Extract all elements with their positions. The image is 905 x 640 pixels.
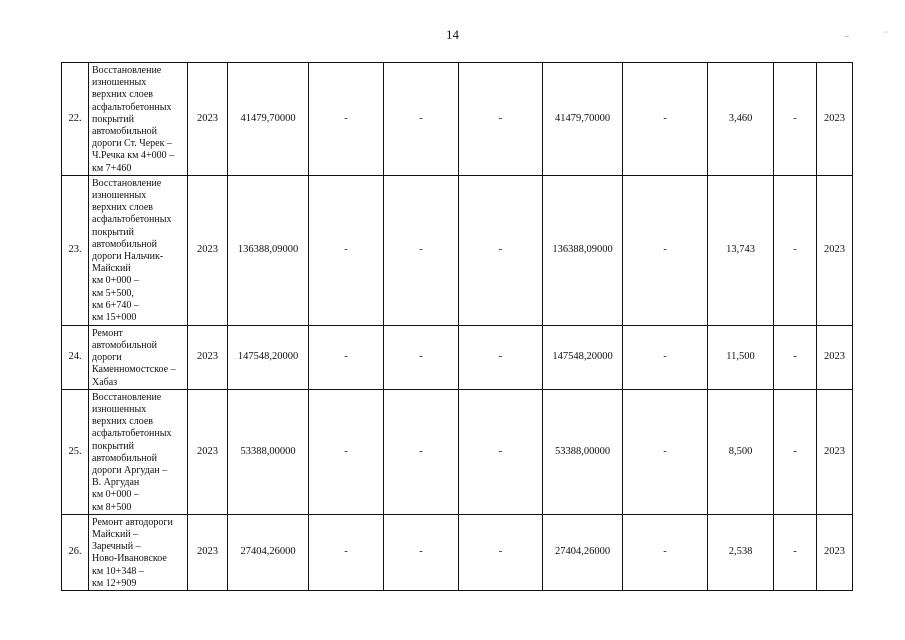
cell-value: - bbox=[663, 445, 667, 457]
funding-col-5 bbox=[384, 175, 459, 325]
object-name-line: верхних слоев bbox=[92, 89, 154, 101]
cell-value: 22. bbox=[68, 112, 82, 124]
table-row bbox=[62, 63, 853, 176]
cell-value: - bbox=[793, 445, 797, 457]
object-name-cell bbox=[89, 325, 188, 389]
cell-value: 26. bbox=[68, 546, 82, 558]
funding-col-5 bbox=[384, 325, 459, 389]
object-name-line: Ч.Речка км 4+000 – bbox=[92, 150, 175, 162]
cell-value: 11,500 bbox=[726, 351, 755, 363]
object-name-cell bbox=[89, 514, 188, 590]
road-length-km bbox=[708, 63, 774, 176]
funding-col-8 bbox=[623, 63, 708, 176]
cell-value: - bbox=[419, 351, 423, 363]
row-number bbox=[62, 514, 89, 590]
cell-value: 147548,20000 bbox=[237, 351, 299, 363]
cell-value: - bbox=[419, 112, 423, 124]
road-length-km bbox=[708, 514, 774, 590]
cell-value: 3,460 bbox=[728, 112, 753, 124]
total-cost bbox=[228, 514, 309, 590]
cell-value: - bbox=[793, 112, 797, 124]
cell-value: 147548,20000 bbox=[552, 351, 613, 363]
cell-value: 24. bbox=[68, 351, 82, 363]
cell-value: 2023 bbox=[197, 445, 218, 457]
object-name-line: автомобильной bbox=[92, 126, 157, 138]
object-name-line: км 0+000 – bbox=[92, 489, 139, 501]
funding-col-6 bbox=[459, 389, 543, 514]
completion-year bbox=[817, 175, 853, 325]
start-year bbox=[188, 175, 228, 325]
funding-amount bbox=[543, 63, 623, 176]
cell-value: 23. bbox=[68, 244, 82, 256]
cell-value: 25. bbox=[68, 445, 82, 457]
cell-value: 2023 bbox=[824, 546, 845, 558]
table-row bbox=[62, 514, 853, 590]
object-name-line: км 8+500 bbox=[92, 501, 132, 513]
funding-col-6 bbox=[459, 325, 543, 389]
cell-value: - bbox=[344, 351, 348, 363]
object-name-line: Восстановление bbox=[92, 65, 162, 76]
road-length-km bbox=[708, 389, 774, 514]
funding-col-8 bbox=[623, 389, 708, 514]
funding-col-6 bbox=[459, 514, 543, 590]
total-cost bbox=[228, 63, 309, 176]
cell-value: - bbox=[419, 244, 423, 256]
funding-col-10 bbox=[774, 325, 817, 389]
cell-value: - bbox=[793, 546, 797, 558]
cell-value: - bbox=[498, 112, 503, 124]
road-length-km bbox=[708, 325, 774, 389]
completion-year bbox=[817, 389, 853, 514]
table-row bbox=[62, 325, 853, 389]
start-year bbox=[188, 63, 228, 176]
total-cost bbox=[228, 389, 309, 514]
object-name-line: В. Аргудан bbox=[92, 477, 140, 489]
cell-value: 2023 bbox=[824, 445, 845, 457]
cell-value: - bbox=[793, 244, 797, 256]
object-name-line: изношенных bbox=[92, 190, 147, 202]
cell-value: 2023 bbox=[197, 244, 218, 256]
object-name-line: автомобильной bbox=[92, 238, 157, 250]
cell-value: - bbox=[793, 351, 797, 363]
object-name-line: покрытий bbox=[92, 113, 135, 125]
cell-value: - bbox=[663, 112, 667, 124]
object-name-line: км 12+909 bbox=[92, 577, 137, 589]
row-number bbox=[62, 175, 89, 325]
cell-value: 136388,09000 bbox=[237, 244, 299, 256]
object-name-line: Ново-Ивановское bbox=[92, 553, 167, 565]
cell-value: - bbox=[344, 112, 348, 124]
cell-value: 2023 bbox=[824, 244, 845, 256]
cell-value: - bbox=[419, 546, 423, 558]
object-name-line: км 15+000 bbox=[92, 312, 137, 324]
row-number bbox=[62, 325, 89, 389]
start-year bbox=[188, 325, 228, 389]
object-name-cell bbox=[89, 389, 188, 514]
table-row bbox=[62, 175, 853, 325]
object-name-line: изношенных bbox=[92, 404, 147, 416]
object-name-line: км 6+740 – bbox=[92, 299, 139, 311]
row-number bbox=[62, 389, 89, 514]
cell-value: - bbox=[498, 351, 503, 363]
cell-value: 2023 bbox=[197, 351, 218, 363]
cell-value: - bbox=[344, 546, 348, 558]
object-name-line: асфальтобетонных bbox=[92, 428, 172, 440]
object-name-line: изношенных bbox=[92, 77, 147, 89]
cell-value: 53388,00000 bbox=[240, 445, 296, 457]
cell-value: 41479,70000 bbox=[240, 112, 296, 124]
object-name-line: Восстановление bbox=[92, 177, 162, 189]
funding-col-8 bbox=[623, 514, 708, 590]
cell-value: - bbox=[663, 546, 667, 558]
object-name-line: автомобильной bbox=[92, 452, 157, 464]
funding-col-10 bbox=[774, 63, 817, 176]
completion-year bbox=[817, 514, 853, 590]
object-name-line: Восстановление bbox=[92, 391, 162, 403]
object-name-line: асфальтобетонных bbox=[92, 214, 172, 226]
cell-value: - bbox=[498, 546, 503, 558]
object-name-line: км 5+500, bbox=[92, 287, 134, 299]
object-name-line: верхних слоев bbox=[92, 416, 154, 428]
cell-value: 13,743 bbox=[726, 244, 755, 256]
object-name-line: покрытий bbox=[92, 226, 135, 238]
object-name-cell bbox=[89, 63, 188, 176]
cell-value: - bbox=[419, 445, 423, 457]
funding-col-4 bbox=[309, 514, 384, 590]
funding-col-10 bbox=[774, 175, 817, 325]
funding-amount bbox=[543, 389, 623, 514]
completion-year bbox=[817, 63, 853, 176]
corner-mark: .. bbox=[845, 30, 849, 39]
funding-col-4 bbox=[309, 175, 384, 325]
completion-year bbox=[817, 325, 853, 389]
object-name-line: Заречный – bbox=[92, 541, 141, 553]
object-name-cell bbox=[89, 175, 188, 325]
object-name-line: асфальтобетонных bbox=[92, 101, 172, 113]
funding-col-8 bbox=[623, 325, 708, 389]
object-name-line: покрытий bbox=[92, 440, 135, 452]
cell-value: 2023 bbox=[824, 351, 845, 363]
funding-col-8 bbox=[623, 175, 708, 325]
object-name-line: км 7+460 bbox=[92, 162, 132, 174]
funding-amount bbox=[543, 514, 623, 590]
cell-value: 2023 bbox=[197, 112, 218, 124]
road-length-km bbox=[708, 175, 774, 325]
object-name-line: дороги Аргудан – bbox=[92, 465, 168, 477]
object-name-line: дороги Ст. Черек – bbox=[92, 138, 172, 150]
funding-col-5 bbox=[384, 63, 459, 176]
cell-value: 8,500 bbox=[728, 445, 753, 457]
funding-col-6 bbox=[459, 63, 543, 176]
object-name-line: км 10+348 – bbox=[92, 565, 144, 577]
funding-col-4 bbox=[309, 325, 384, 389]
road-repair-table bbox=[61, 62, 853, 591]
object-name-line: автомобильной bbox=[92, 340, 157, 352]
funding-col-6 bbox=[459, 175, 543, 325]
object-name-line: дороги bbox=[92, 352, 122, 364]
page-number: 14 bbox=[446, 27, 459, 42]
cell-value: - bbox=[663, 351, 667, 363]
funding-col-5 bbox=[384, 514, 459, 590]
funding-col-10 bbox=[774, 514, 817, 590]
cell-value: - bbox=[498, 244, 503, 256]
start-year bbox=[188, 514, 228, 590]
cell-value: 27404,26000 bbox=[240, 546, 296, 558]
object-name-line: верхних слоев bbox=[92, 202, 154, 214]
cell-value: 53388,00000 bbox=[554, 445, 611, 457]
funding-amount bbox=[543, 325, 623, 389]
total-cost bbox=[228, 175, 309, 325]
cell-value: 2023 bbox=[824, 112, 845, 124]
cell-value: 27404,26000 bbox=[554, 546, 611, 558]
total-cost bbox=[228, 325, 309, 389]
table-row bbox=[62, 389, 853, 514]
cell-value: - bbox=[344, 445, 348, 457]
start-year bbox=[188, 389, 228, 514]
cell-value: - bbox=[344, 244, 348, 256]
funding-col-4 bbox=[309, 63, 384, 176]
funding-amount bbox=[543, 175, 623, 325]
cell-value: 136388,09000 bbox=[552, 244, 613, 256]
object-name-line: Хабаз bbox=[92, 376, 118, 388]
cell-value: - bbox=[663, 244, 667, 256]
object-name-line: Ремонт bbox=[92, 327, 123, 339]
funding-col-4 bbox=[309, 389, 384, 514]
corner-mark: ˙˙ bbox=[883, 30, 889, 39]
object-name-line: км 0+000 – bbox=[92, 275, 139, 287]
funding-col-10 bbox=[774, 389, 817, 514]
object-name-line: Каменномостское – bbox=[92, 364, 176, 376]
funding-col-5 bbox=[384, 389, 459, 514]
object-name-line: Майский – bbox=[92, 529, 139, 541]
object-name-line: дороги Нальчик- bbox=[92, 251, 164, 263]
object-name-line: Майский bbox=[92, 263, 131, 275]
row-number bbox=[62, 63, 89, 176]
cell-value: 2023 bbox=[197, 546, 218, 558]
cell-value: 2,538 bbox=[728, 546, 753, 558]
cell-value: 41479,70000 bbox=[554, 112, 611, 124]
cell-value: - bbox=[498, 445, 503, 457]
object-name-line: Ремонт автодороги bbox=[92, 516, 173, 528]
